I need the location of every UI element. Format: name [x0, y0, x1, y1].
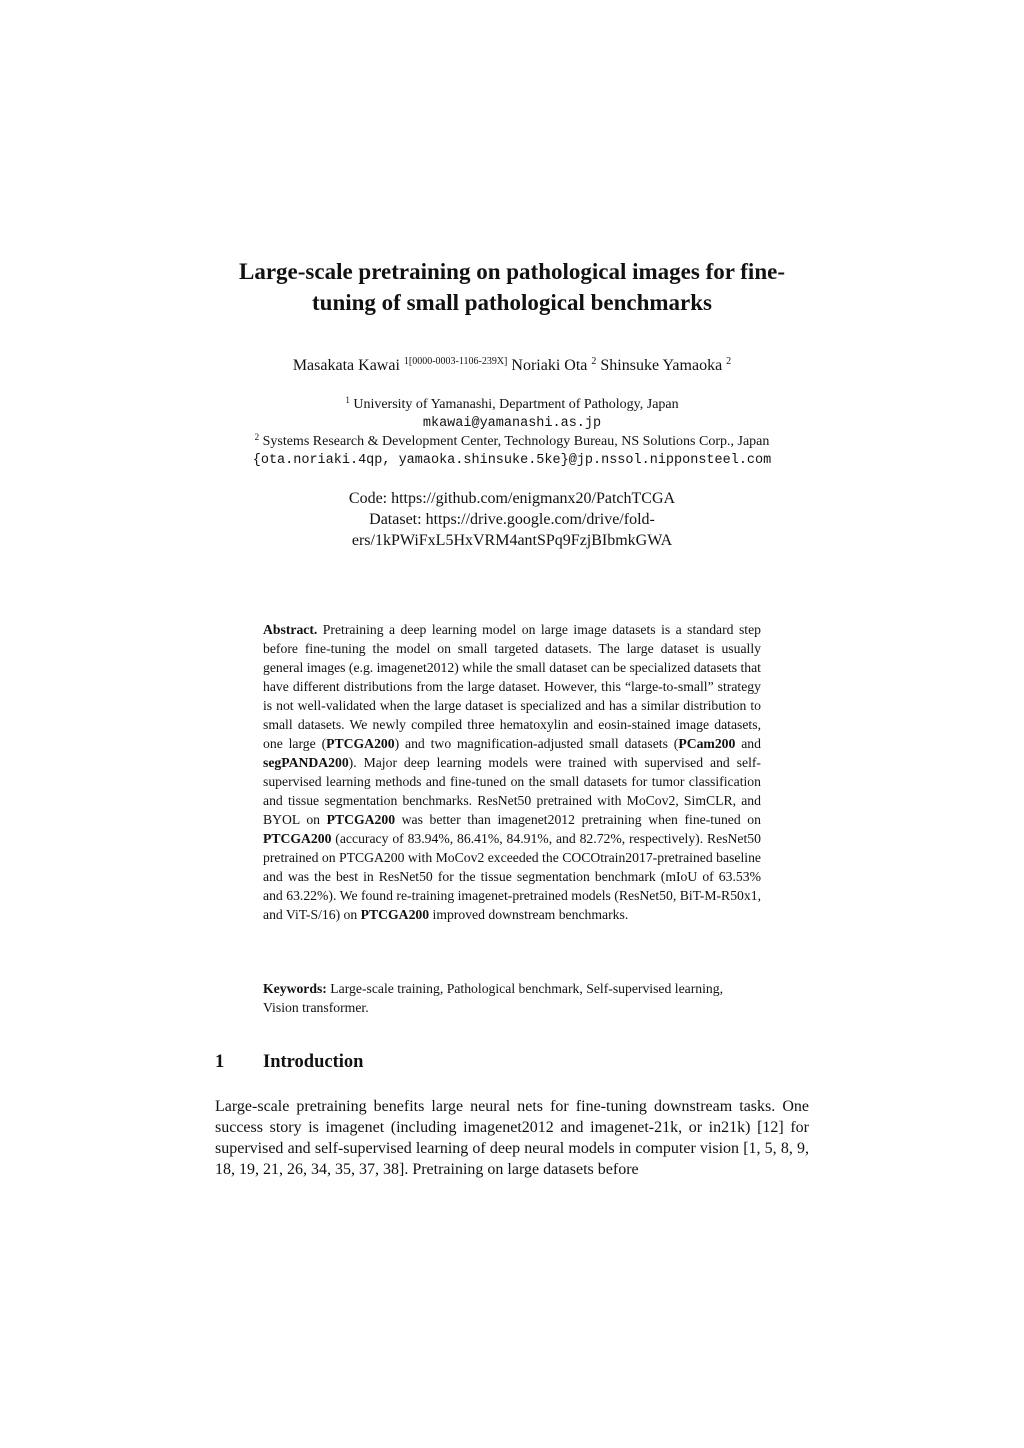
abstract-bold-term: PTCGA200: [263, 831, 332, 846]
author-name: Shinsuke Yamaoka: [596, 357, 727, 374]
author-superscript: 1[0000-0003-1106-239X]: [403, 356, 508, 367]
intro-paragraph: Large-scale pretraining benefits large neural nets for fine-tuning downstream tasks. One success story is imagenet (including imagenet2012 and imagenet-21k, or in21k) [12] for supervised and self-supervised learning of deep neural models in computer vision [1, 5, 8, 9, 18, 19, 21, 26, 34, 35, 37, 38]. Pretraining on large datasets before: [215, 1098, 809, 1178]
abstract-segment: (accuracy of 83.94%, 86.41%, 84.91%, and 82.72%, respectively). ResNet50 pretrained on PTCGA200 with MoCov2 exceeded the COCOtrain2017-pretrained baseline and was the best in ResNet50 for the tissue segmentation benchmark (mIoU of 63.53% and 63.22%). We found re-training imagenet-pretrained models (ResNet50, BiT-M-R50x1, and ViT-S/16) on: [263, 831, 761, 922]
section-title: Introduction: [263, 1052, 364, 1072]
paper-title: [200, 256, 824, 318]
keywords-text: Large-scale training, Pathological benchmark, Self-supervised learning, Vision transformer.: [263, 981, 724, 1015]
affiliation-email: mkawai@yamanashi.as.jp: [422, 416, 602, 431]
affiliation-text: University of Yamanashi, Department of Pathology, Japan: [349, 397, 679, 412]
title-line-2: tuning of small pathological benchmarks: [312, 290, 712, 315]
abstract-segment: ) and two magnification-adjusted small datasets (: [394, 736, 679, 751]
author-list: [200, 356, 824, 376]
keywords-label: Keywords:: [263, 981, 327, 996]
abstract-label: Abstract.: [263, 622, 318, 637]
author-superscript: 2: [726, 356, 732, 367]
abstract-bold-term: segPANDA200: [263, 755, 349, 770]
affiliation-superscript: 1: [345, 395, 350, 405]
keywords: [263, 979, 761, 1017]
affiliation-email: {ota.noriaki.4qp, yamaoka.shinsuke.5ke}@jp.nssol.nipponsteel.com: [252, 453, 772, 468]
abstract-segment: ). Major deep learning models were trained with supervised and self-supervised learning methods and fine-tuned on the small datasets for tumor classification and tissue segmentation benchmarks. ResNet50 pretrained with MoCov2, SimCLR, and BYOL on: [263, 755, 761, 827]
abstract: [263, 620, 761, 924]
abstract-bold-term: PTCGA200: [326, 736, 395, 751]
affiliation-2: [150, 432, 874, 470]
code-link[interactable]: Code: https://github.com/enigmanx20/PatchTCGA: [348, 490, 676, 507]
affiliation-1: [150, 395, 874, 433]
author-name: Masakata Kawai: [292, 357, 404, 374]
dataset-link-line-2[interactable]: ers/1kPWiFxL5HxVRM4antSPq9FzjBIbmkGWA: [351, 532, 673, 549]
author-superscript: 2: [591, 356, 597, 367]
section-number: 1: [215, 1052, 225, 1072]
abstract-segment: and: [735, 736, 761, 751]
resource-links: [250, 488, 774, 551]
abstract-segment: improved downstream benchmarks.: [429, 907, 629, 922]
author-name: Noriaki Ota: [507, 357, 592, 374]
abstract-segment: Pretraining a deep learning model on large image datasets is a standard step before fine-tuning the model on small targeted datasets. The large dataset is usually general images (e.g. imagenet2012) while the small dataset can be specialized datasets that have different distributions from the large dataset. However, this “large-to-small” strategy is not well-validated when the large dataset is specialized and has a similar distribution to small datasets. We newly compiled three hematoxylin and eosin-stained image datasets, one large (: [263, 622, 761, 751]
abstract-segment: was better than imagenet2012 pretraining when fine-tuned on: [395, 812, 761, 827]
abstract-bold-term: PTCGA200: [326, 812, 396, 827]
section-heading: [215, 1050, 363, 1074]
affiliation-superscript: 2: [254, 432, 260, 442]
abstract-bold-term: PTCGA200: [360, 907, 430, 922]
dataset-link-line-1[interactable]: Dataset: https://drive.google.com/drive/fold-: [369, 511, 655, 528]
abstract-bold-term: PCam200: [678, 736, 736, 751]
affiliation-text: Systems Research & Development Center, Technology Bureau, NS Solutions Corp., Japan: [259, 434, 770, 449]
title-line-1: Large-scale pretraining on pathological images for fine-: [239, 259, 785, 284]
